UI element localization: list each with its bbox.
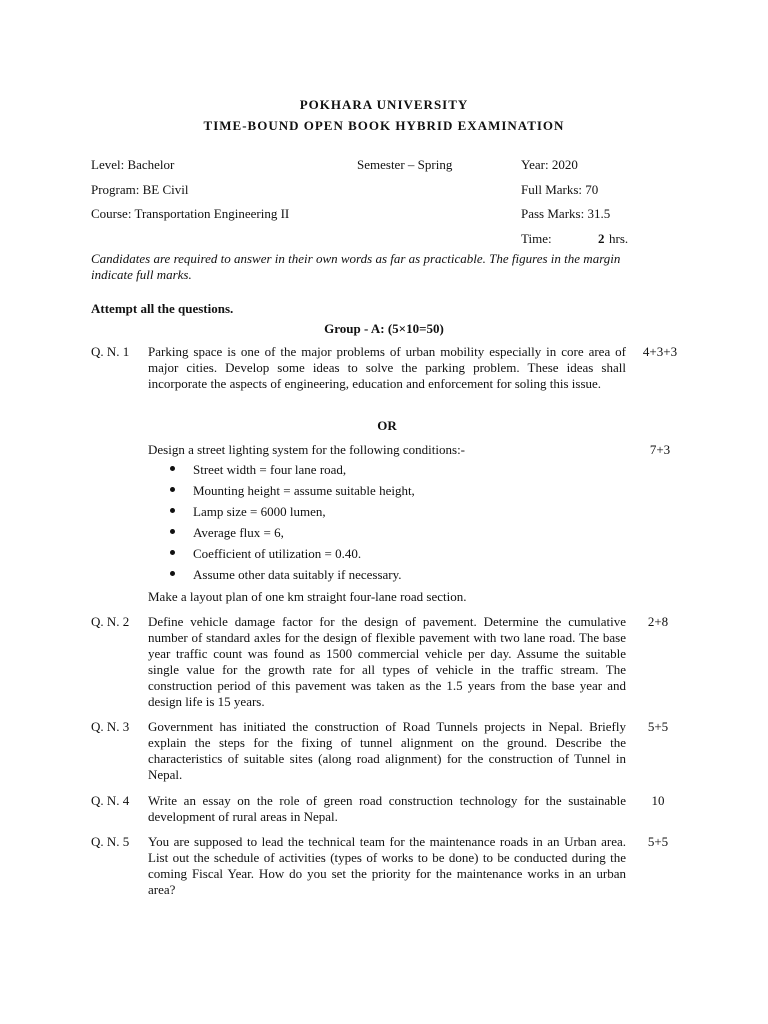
or-separator: OR (377, 418, 397, 433)
time-unit: hrs. (609, 231, 629, 246)
exam-title: TIME-BOUND OPEN BOOK HYBRID EXAMINATION (203, 118, 565, 133)
question-4-text: Write an essay on the role of green road construction technology for the sustainable development of rural areas in Nepal. (148, 793, 626, 824)
question-1-alt-marks: 7+3 (649, 442, 671, 457)
lighting-conditions-list (168, 459, 415, 585)
question-5-text: You are supposed to lead the technical team for the maintenance roads in an Urban area. List out the schedule of activities (types of works to be done) to be conducted during the coming Fiscal Year. How do you set the priority for the maintenance works in an urban area? (148, 834, 626, 897)
level-label: Level: Bachelor (91, 157, 175, 172)
list-item: Lamp size = 6000 lumen, (168, 501, 415, 522)
list-item: Assume other data suitably if necessary. (168, 564, 415, 585)
question-4-marks: 10 (651, 793, 665, 808)
question-1-text: Parking space is one of the major problems of urban mobility especially in core area of major cities. Develop some ideas to solve the parking problem. These ideas shall incorporate the aspects of engineering, education and enforcement for soling this issue. (148, 344, 626, 391)
list-item: Average flux = 6, (168, 522, 415, 543)
time-value: 2 (598, 231, 605, 246)
course-label: Course: Transportation Engineering II (91, 206, 290, 221)
pass-marks-label: Pass Marks: 31.5 (521, 206, 611, 221)
attempt-all-heading: Attempt all the questions. (91, 301, 234, 316)
program-label: Program: BE Civil (91, 182, 189, 197)
semester-label: Semester – Spring (357, 157, 453, 172)
question-3-text: Government has initiated the construction of Road Tunnels projects in Nepal. Briefly explain the steps for the fixing of tunnel alignment on the ground. Describe the characteristics of suitable sites (along road alignment) for the construction of Tunnel in Nepal. (148, 719, 626, 782)
question-3-number: Q. N. 3 (91, 719, 130, 734)
candidate-note-line-2: indicate full marks. (91, 267, 192, 282)
year-label: Year: 2020 (521, 157, 578, 172)
question-1-number: Q. N. 1 (91, 344, 130, 359)
question-2-marks: 2+8 (647, 614, 669, 629)
group-marks: (5×10=50) (387, 321, 444, 336)
question-5-number: Q. N. 5 (91, 834, 130, 849)
list-item: Mounting height = assume suitable height, (168, 480, 415, 501)
group-label: Group - A: (324, 321, 385, 336)
question-3-marks: 5+5 (647, 719, 669, 734)
question-1-alt-outro: Make a layout plan of one km straight four-lane road section. (148, 589, 467, 604)
list-item: Coefficient of utilization = 0.40. (168, 543, 415, 564)
candidate-note-line-1: Candidates are required to answer in their own words as far as practicable. The figures in the margin (91, 251, 621, 266)
question-2-number: Q. N. 2 (91, 614, 130, 629)
question-5-marks: 5+5 (647, 834, 669, 849)
list-item: Street width = four lane road, (168, 459, 415, 480)
group-heading (0, 321, 768, 337)
question-1-marks: 4+3+3 (642, 344, 678, 359)
full-marks-label: Full Marks: 70 (521, 182, 599, 197)
question-1-alt-intro: Design a street lighting system for the following conditions:- (148, 442, 466, 457)
question-2-text: Define vehicle damage factor for the design of pavement. Determine the cumulative number of standard axles for the design of flexible pavement with two lane road. The base year traffic count was found as 1500 commercial vehicle per day. Assume the suitable single value for the growth rate for all types of vehicle in the traffic stream. The construction period of this pavement was taken as the 1.5 years from the base year and design life is 15 years. (148, 614, 626, 709)
university-name: POKHARA UNIVERSITY (299, 97, 469, 112)
question-4-number: Q. N. 4 (91, 793, 130, 808)
time-label: Time: (521, 231, 552, 246)
